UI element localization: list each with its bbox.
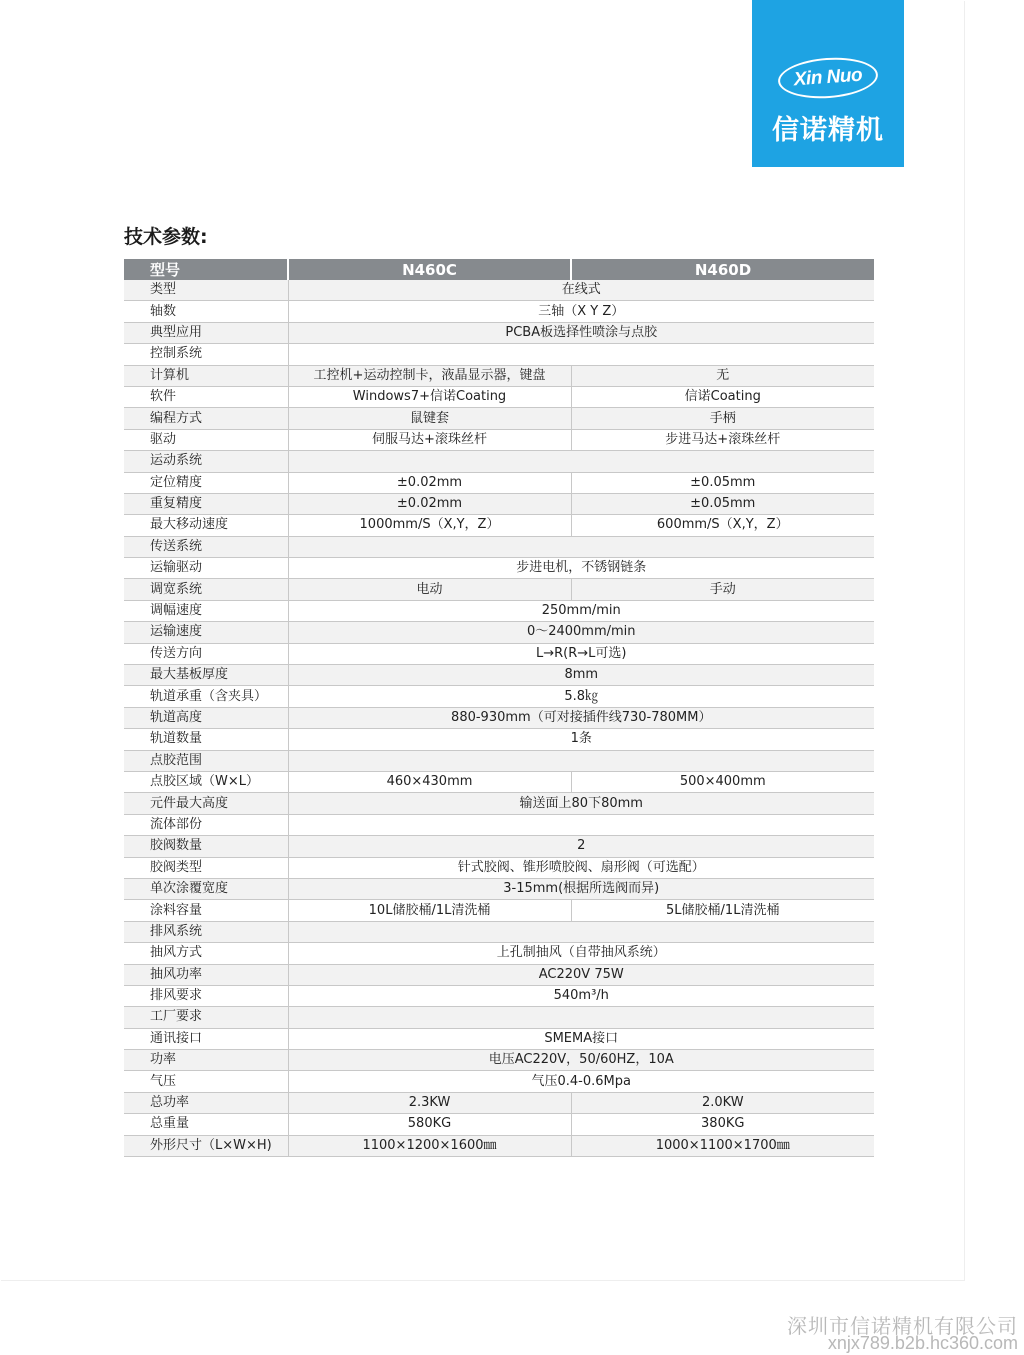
table-row [124, 1050, 874, 1071]
row-value-shared: AC220V 75W [288, 964, 874, 985]
table-row [124, 472, 874, 493]
table-row [124, 814, 874, 835]
row-value-shared [288, 344, 874, 365]
row-label: 气压 [124, 1071, 288, 1092]
row-label: 运输驱动 [124, 558, 288, 579]
row-label: 点胶区域（W×L） [124, 771, 288, 792]
row-value-shared: 540m³/h [288, 985, 874, 1006]
header-n460c: N460C [288, 259, 571, 280]
row-value-n460d: 5L储胶桶/1L清洗桶 [571, 900, 874, 921]
row-value-shared: 在线式 [288, 280, 874, 301]
spec-table-body [124, 280, 874, 1157]
table-row [124, 558, 874, 579]
table-row [124, 857, 874, 878]
row-label: 工厂要求 [124, 1007, 288, 1028]
row-value-n460c: 1000mm/S（X,Y，Z） [288, 515, 571, 536]
row-value-shared: 250mm/min [288, 600, 874, 621]
row-value-n460d: 手柄 [571, 408, 874, 429]
table-row [124, 985, 874, 1006]
row-value-n460d: 1000×1100×1700㎜ [571, 1135, 874, 1156]
row-value-n460c: ±0.02mm [288, 493, 571, 514]
row-value-shared: L→R(R→L可选) [288, 643, 874, 664]
table-row [124, 365, 874, 386]
row-value-shared: 气压0.4-0.6Mpa [288, 1071, 874, 1092]
row-label: 轨道高度 [124, 707, 288, 728]
row-label: 调幅速度 [124, 600, 288, 621]
row-value-n460c: Windows7+信诺Coating [288, 386, 571, 407]
spec-table [124, 259, 874, 1157]
row-value-shared [288, 1007, 874, 1028]
header-model: 型号 [124, 259, 288, 280]
table-row [124, 921, 874, 942]
table-header-row [124, 259, 874, 280]
row-value-shared: 输送面上80下80mm [288, 793, 874, 814]
row-label: 运动系统 [124, 451, 288, 472]
row-label: 外形尺寸（L×W×H) [124, 1135, 288, 1156]
table-row [124, 515, 874, 536]
table-row [124, 900, 874, 921]
footer-company: 深圳市信诺精机有限公司 [787, 1314, 1018, 1338]
row-label: 涂料容量 [124, 900, 288, 921]
row-value-n460d: ±0.05mm [571, 493, 874, 514]
row-value-shared [288, 750, 874, 771]
table-row [124, 429, 874, 450]
table-row [124, 451, 874, 472]
row-label: 传送系统 [124, 536, 288, 557]
table-row [124, 1114, 874, 1135]
row-value-n460c: 460×430mm [288, 771, 571, 792]
row-value-n460c: 工控机+运动控制卡，液晶显示器，键盘 [288, 365, 571, 386]
row-value-shared: 针式胶阀、锥形喷胶阀、扇形阀（可选配） [288, 857, 874, 878]
table-row [124, 836, 874, 857]
row-label: 轨道数量 [124, 729, 288, 750]
row-value-shared: 步进电机，不锈钢链条 [288, 558, 874, 579]
row-value-shared: 电压AC220V，50/60HZ，10A [288, 1050, 874, 1071]
table-row [124, 1135, 874, 1156]
table-row [124, 707, 874, 728]
row-value-shared: 5.8㎏ [288, 686, 874, 707]
row-value-n460c: 鼠键套 [288, 408, 571, 429]
table-row [124, 280, 874, 301]
row-label: 总功率 [124, 1092, 288, 1113]
table-row [124, 622, 874, 643]
row-value-n460d: ±0.05mm [571, 472, 874, 493]
row-label: 排风要求 [124, 985, 288, 1006]
table-row [124, 1028, 874, 1049]
row-label: 编程方式 [124, 408, 288, 429]
row-value-n460c: 1100×1200×1600㎜ [288, 1135, 571, 1156]
row-value-n460d: 500×400mm [571, 771, 874, 792]
row-value-n460d: 2.0KW [571, 1092, 874, 1113]
table-row [124, 408, 874, 429]
row-label: 通讯接口 [124, 1028, 288, 1049]
table-row [124, 536, 874, 557]
table-row [124, 686, 874, 707]
brand-logo-block [752, 0, 904, 167]
row-label: 运输速度 [124, 622, 288, 643]
table-row [124, 386, 874, 407]
row-value-n460d: 手动 [571, 579, 874, 600]
row-value-shared: 0～2400mm/min [288, 622, 874, 643]
row-label: 最大基板厚度 [124, 665, 288, 686]
row-label: 抽风功率 [124, 964, 288, 985]
table-row [124, 1071, 874, 1092]
row-value-shared [288, 451, 874, 472]
row-value-n460c: 580KG [288, 1114, 571, 1135]
row-value-n460c: 10L储胶桶/1L清洗桶 [288, 900, 571, 921]
table-row [124, 301, 874, 322]
row-label: 胶阀数量 [124, 836, 288, 857]
table-row [124, 493, 874, 514]
table-row [124, 1007, 874, 1028]
table-row [124, 322, 874, 343]
row-value-n460c: 伺服马达+滚珠丝杆 [288, 429, 571, 450]
row-value-shared: 3-15mm(根据所选阀而异) [288, 878, 874, 899]
footer-url: xnjx789.b2b.hc360.com [827, 1333, 1018, 1353]
row-value-shared: 880-930mm（可对接插件线730-780MM） [288, 707, 874, 728]
row-value-n460d: 步进马达+滚珠丝杆 [571, 429, 874, 450]
row-label: 胶阀类型 [124, 857, 288, 878]
row-label: 典型应用 [124, 322, 288, 343]
xinnuo-logo: Xin Nuo [777, 55, 880, 102]
table-row [124, 579, 874, 600]
row-label: 功率 [124, 1050, 288, 1071]
row-value-shared: 8mm [288, 665, 874, 686]
row-label: 重复精度 [124, 493, 288, 514]
row-label: 点胶范围 [124, 750, 288, 771]
table-row [124, 600, 874, 621]
brand-name: 信诺精机 [772, 115, 884, 146]
table-row [124, 344, 874, 365]
row-value-n460d: 信诺Coating [571, 386, 874, 407]
row-value-shared [288, 536, 874, 557]
table-row [124, 1092, 874, 1113]
row-label: 单次涂覆宽度 [124, 878, 288, 899]
row-label: 类型 [124, 280, 288, 301]
row-value-shared [288, 814, 874, 835]
row-label: 总重量 [124, 1114, 288, 1135]
row-value-shared: PCBA板选择性喷涂与点胶 [288, 322, 874, 343]
row-label: 抽风方式 [124, 943, 288, 964]
row-label: 软件 [124, 386, 288, 407]
row-value-shared: 上孔制抽风（自带抽风系统） [288, 943, 874, 964]
row-value-n460c: ±0.02mm [288, 472, 571, 493]
row-label: 定位精度 [124, 472, 288, 493]
row-label: 排风系统 [124, 921, 288, 942]
row-value-n460c: 电动 [288, 579, 571, 600]
row-value-n460d: 380KG [571, 1114, 874, 1135]
row-label: 轨道承重（含夹具） [124, 686, 288, 707]
row-value-shared: 三轴（X Y Z） [288, 301, 874, 322]
row-label: 控制系统 [124, 344, 288, 365]
row-label: 流体部份 [124, 814, 288, 835]
row-label: 轴数 [124, 301, 288, 322]
row-value-n460c: 2.3KW [288, 1092, 571, 1113]
row-label: 传送方向 [124, 643, 288, 664]
table-row [124, 878, 874, 899]
table-row [124, 750, 874, 771]
row-label: 调宽系统 [124, 579, 288, 600]
row-label: 驱动 [124, 429, 288, 450]
table-row [124, 643, 874, 664]
table-row [124, 793, 874, 814]
table-row [124, 729, 874, 750]
row-value-shared: 1条 [288, 729, 874, 750]
row-value-shared: SMEMA接口 [288, 1028, 874, 1049]
section-title: 技术参数: [124, 226, 208, 248]
table-row [124, 665, 874, 686]
row-label: 最大移动速度 [124, 515, 288, 536]
row-label: 元件最大高度 [124, 793, 288, 814]
row-value-n460d: 无 [571, 365, 874, 386]
table-row [124, 964, 874, 985]
row-label: 计算机 [124, 365, 288, 386]
row-value-shared: 2 [288, 836, 874, 857]
table-row [124, 771, 874, 792]
header-n460d: N460D [571, 259, 874, 280]
row-value-n460d: 600mm/S（X,Y，Z） [571, 515, 874, 536]
table-row [124, 943, 874, 964]
row-value-shared [288, 921, 874, 942]
